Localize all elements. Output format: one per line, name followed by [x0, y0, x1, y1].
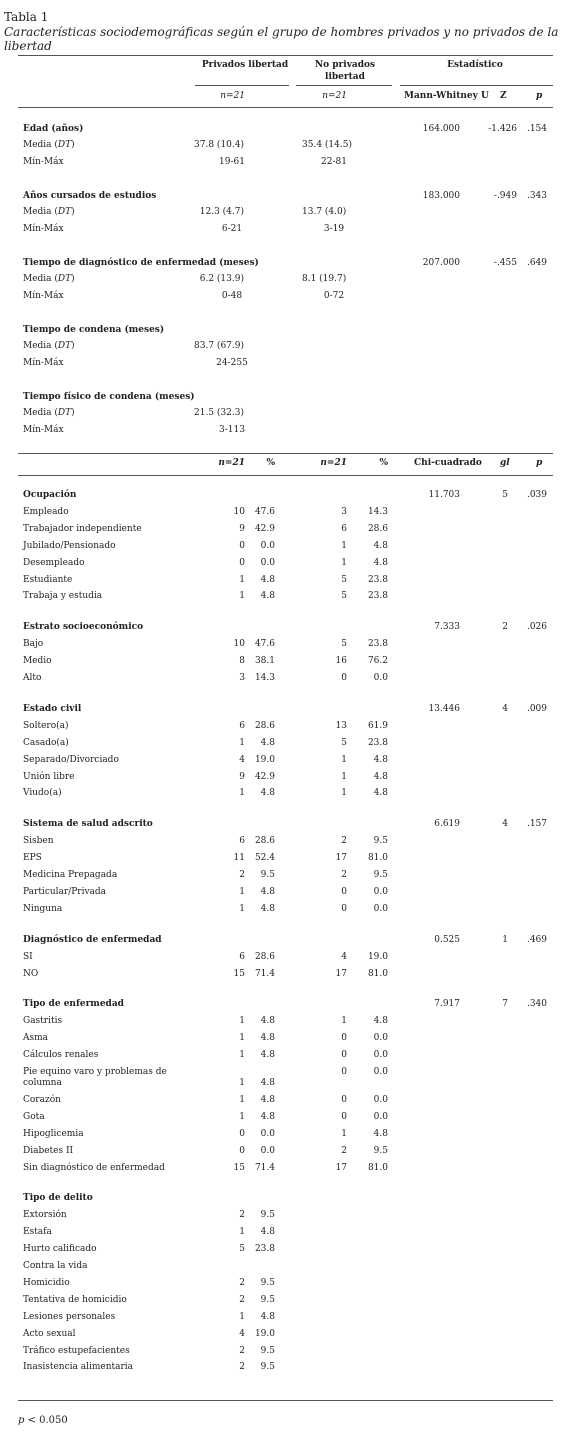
pct-no-privados: 0.0: [373, 886, 388, 897]
rule-estadistico: [400, 85, 553, 86]
pct-privados: 4.8: [260, 1227, 275, 1238]
row-label: Tentativa de homicidio: [23, 1294, 127, 1305]
range-privados: 3-113: [219, 425, 245, 435]
row-label-media: [23, 274, 75, 285]
row-label: Contra la vida: [23, 1261, 88, 1271]
gl-header: gl: [500, 458, 510, 468]
row-label: Empleado: [23, 506, 69, 517]
row-label-minmax: Mín-Máx: [23, 291, 64, 301]
z-header: Z: [500, 91, 507, 101]
pct-privados: 4.8: [260, 886, 275, 897]
pct-privados: 9.5: [260, 870, 275, 880]
row-label: columna: [23, 1078, 62, 1088]
row-label: Medicina Prepagada: [23, 870, 118, 880]
dt-label: DT: [57, 341, 72, 351]
row-label-media: [23, 341, 75, 352]
count-no-privados: 0: [341, 886, 347, 897]
range-privados: 0-48: [221, 291, 243, 301]
pct-privados: 28.6: [254, 836, 275, 847]
row-label: Pie equino varo y problemas de: [23, 1067, 167, 1077]
row-label: Extorsión: [23, 1210, 67, 1221]
count-no-privados: 1: [341, 771, 347, 782]
stat-chi: 6.619: [434, 819, 460, 830]
row-label: EPS: [23, 853, 42, 864]
section2-header-rule: [18, 475, 553, 476]
close-paren: ): [71, 408, 75, 418]
count-privados: 1: [239, 903, 245, 914]
close-paren: ): [71, 140, 75, 150]
pct-privados: 4.8: [260, 1311, 275, 1322]
section-title: Estado civil: [23, 703, 82, 714]
pct-privados: 14.3: [254, 673, 275, 683]
stat-p: .469: [526, 934, 547, 945]
media-label: Media (: [23, 274, 58, 284]
row-label: Particular/Privada: [23, 886, 107, 897]
col-header-privados: Privados libertad: [201, 60, 289, 70]
media-label: Media (: [23, 207, 58, 217]
row-label: Sin diagnóstico de enfermedad: [23, 1162, 165, 1173]
section-title: Sistema de salud adscrito: [23, 819, 153, 830]
col-header-no-privados: No privados: [314, 60, 376, 70]
pct-privados: 4.8: [260, 1033, 275, 1044]
count-no-privados: 13: [335, 720, 347, 731]
pct-privados: 47.6: [254, 639, 275, 650]
row-label: Bajo: [23, 639, 44, 650]
count-no-privados: 17: [335, 853, 347, 864]
pct-privados: 0.0: [260, 557, 275, 568]
close-paren: ): [71, 207, 75, 217]
pct-privados: 9.5: [260, 1345, 275, 1356]
pct-no-privados: 0.0: [373, 673, 388, 683]
row-label: Diabetes II: [23, 1145, 74, 1156]
count-privados: 11: [233, 853, 245, 864]
row-label: Gastritis: [23, 1016, 63, 1027]
row-label: Medio: [23, 656, 52, 667]
pct-privados: 19.0: [254, 1328, 275, 1339]
mean-privados: 37.8 (10.4): [194, 140, 244, 150]
count-no-privados: 5: [341, 737, 347, 748]
close-paren: ): [71, 341, 75, 351]
pct-no-privados: 0.0: [373, 1050, 388, 1061]
pct-no-privados: 28.6: [367, 523, 388, 534]
pct-privados: 4.8: [260, 1094, 275, 1105]
pct-privados: 52.4: [254, 853, 275, 864]
rule-no-privados: [296, 85, 392, 86]
pct-no-privados: 23.8: [367, 639, 388, 650]
row-label: Sisben: [23, 836, 54, 847]
row-label-minmax: Mín-Máx: [23, 157, 64, 167]
stat-gl: 1: [502, 934, 508, 945]
count-privados: 9: [239, 523, 245, 534]
row-label: Gota: [23, 1111, 45, 1122]
dt-label: DT: [57, 207, 72, 217]
pct-no-privados: 61.9: [367, 720, 388, 731]
range-privados: 24-255: [216, 358, 248, 368]
pct-no-privados: 81.0: [367, 1162, 388, 1173]
dt-label: DT: [57, 274, 72, 284]
count-privados: 10: [233, 639, 245, 650]
pct-privados: 9.5: [260, 1362, 275, 1373]
count-no-privados: 1: [341, 1128, 347, 1139]
chi-header: Chi-cuadrado: [414, 458, 482, 468]
section-title: Diagnóstico de enfermedad: [23, 934, 162, 945]
row-label: Separado/Divorciado: [23, 754, 119, 765]
count-privados: 1: [239, 1094, 245, 1105]
count-no-privados: 0: [341, 1033, 347, 1044]
count-privados: 10: [233, 506, 245, 517]
table-label: Tabla 1: [4, 10, 49, 24]
pct-privados: 9.5: [260, 1277, 275, 1288]
row-label: Desempleado: [23, 557, 85, 568]
media-label: Media (: [23, 140, 58, 150]
pct-no-privados: 19.0: [367, 951, 388, 962]
top-rule: [18, 55, 553, 56]
mean-privados: 12.3 (4.7): [199, 207, 244, 217]
n-privados-2: n=21: [218, 458, 245, 468]
mean-privados: 83.7 (67.9): [194, 341, 244, 351]
pct-no-privados: 9.5: [373, 1145, 388, 1156]
mean-no-privados: 35.4 (14.5): [302, 140, 352, 150]
pct-no-privados: 0.0: [373, 1111, 388, 1122]
count-privados: 2: [239, 1277, 245, 1288]
count-no-privados: 4: [341, 951, 347, 962]
count-privados: 0: [239, 1128, 245, 1139]
pct-no-privados-header: %: [379, 458, 388, 468]
count-no-privados: 5: [341, 574, 347, 585]
count-privados: 6: [239, 951, 245, 962]
count-privados: 2: [239, 1345, 245, 1356]
pct-no-privados: 81.0: [367, 968, 388, 979]
pct-privados: 28.6: [254, 951, 275, 962]
row-label: Tráfico estupefacientes: [23, 1345, 130, 1356]
pct-privados: 4.8: [260, 591, 275, 602]
row-label: Soltero(a): [23, 720, 69, 731]
stat-p: .039: [526, 490, 547, 500]
pct-no-privados: 0.0: [373, 1067, 388, 1077]
count-privados: 1: [239, 1311, 245, 1322]
row-label: Corazón: [23, 1094, 61, 1105]
section-title: Edad (años): [23, 124, 84, 134]
pct-no-privados: 0.0: [373, 1033, 388, 1044]
n-privados-text: n=21: [220, 91, 245, 101]
count-no-privados: 2: [341, 870, 347, 880]
count-privados: 1: [239, 886, 245, 897]
count-privados: 8: [239, 656, 245, 667]
row-label-media: [23, 207, 75, 218]
pct-privados: 47.6: [254, 506, 275, 517]
range-no-privados: 3-19: [323, 224, 345, 234]
pct-no-privados: 9.5: [373, 870, 388, 880]
pct-privados: 4.8: [260, 1078, 275, 1088]
stat-gl: 2: [502, 622, 508, 633]
stat-p: .157: [526, 819, 547, 830]
count-no-privados: 1: [341, 557, 347, 568]
pct-no-privados: 4.8: [373, 557, 388, 568]
count-privados: 2: [239, 1362, 245, 1373]
mean-no-privados: 8.1 (19.7): [302, 274, 347, 284]
section-title: Tipo de enfermedad: [23, 999, 124, 1010]
count-no-privados: 0: [341, 1067, 347, 1077]
section-title: Estrato socioeconómico: [23, 622, 144, 633]
pct-no-privados: 76.2: [367, 656, 388, 667]
pct-no-privados: 4.8: [373, 1128, 388, 1139]
count-no-privados: 1: [341, 1016, 347, 1027]
count-privados: 2: [239, 1294, 245, 1305]
pct-privados: 0.0: [260, 1145, 275, 1156]
pct-privados: 71.4: [254, 1162, 275, 1173]
n-no-privados: [292, 91, 347, 102]
bottom-rule: [18, 1400, 553, 1401]
stat-chi: 7.917: [434, 999, 460, 1010]
footnote: [18, 1415, 68, 1426]
count-privados: 1: [239, 1033, 245, 1044]
footnote-p: p: [18, 1415, 25, 1426]
close-paren: ): [71, 274, 75, 284]
count-no-privados: 1: [341, 540, 347, 551]
n-no-privados-text: n=21: [322, 91, 347, 101]
p-header-2: p: [536, 458, 543, 468]
stat-z: -1.426: [488, 124, 517, 134]
row-label: Ninguna: [23, 903, 63, 914]
count-no-privados: 2: [341, 1145, 347, 1156]
dt-label: DT: [57, 408, 72, 418]
count-privados: 4: [239, 754, 245, 765]
pct-privados: 4.8: [260, 737, 275, 748]
row-label: Viudo(a): [23, 788, 62, 799]
stat-chi: 0.525: [434, 934, 460, 945]
count-no-privados: 6: [341, 523, 347, 534]
mean-no-privados: 13.7 (4.0): [302, 207, 347, 217]
pct-privados: 71.4: [254, 968, 275, 979]
row-label: Alto: [23, 673, 42, 683]
pct-no-privados: 23.8: [367, 574, 388, 585]
range-privados: 19-61: [219, 157, 245, 167]
pct-no-privados: 23.8: [367, 737, 388, 748]
pct-privados: 4.8: [260, 1111, 275, 1122]
pct-privados: 4.8: [260, 1016, 275, 1027]
row-label: Casado(a): [23, 737, 69, 748]
row-label: Jubilado/Pensionado: [23, 540, 116, 551]
pct-privados: 4.8: [260, 903, 275, 914]
count-no-privados: 1: [341, 788, 347, 799]
range-no-privados: 0-72: [323, 291, 345, 301]
count-privados: 1: [239, 1078, 245, 1088]
range-privados: 6-21: [221, 224, 243, 234]
pct-no-privados: 14.3: [367, 506, 388, 517]
stat-p: .649: [526, 258, 547, 268]
col-header-no-privados-2: libertad: [325, 72, 365, 82]
section-title: Ocupación: [23, 490, 77, 500]
media-label: Media (: [23, 341, 58, 351]
mean-privados: 6.2 (13.9): [199, 274, 244, 284]
pct-no-privados: 81.0: [367, 853, 388, 864]
section-title: Años cursados de estudios: [23, 191, 157, 201]
count-no-privados: 0: [341, 1094, 347, 1105]
footnote-text: < 0.050: [24, 1415, 68, 1426]
row-label-minmax: Mín-Máx: [23, 224, 64, 234]
pct-no-privados: 0.0: [373, 1094, 388, 1105]
n-privados: [190, 91, 245, 102]
stat-chi: 11.703: [428, 490, 460, 500]
pct-privados: 9.5: [260, 1294, 275, 1305]
count-privados: 0: [239, 557, 245, 568]
row-label: Hurto calificado: [23, 1244, 97, 1255]
stat-u: 183.000: [422, 191, 460, 201]
row-label: Lesiones personales: [23, 1311, 116, 1322]
p-header: p: [536, 91, 543, 101]
pct-privados: 9.5: [260, 1210, 275, 1221]
count-privados: 6: [239, 836, 245, 847]
stat-p: .026: [526, 622, 547, 633]
section-title: Tiempo físico de condena (meses): [23, 392, 195, 402]
stat-p: .154: [526, 124, 547, 134]
row-label: Asma: [23, 1033, 49, 1044]
count-privados: 1: [239, 788, 245, 799]
stat-p: .340: [526, 999, 547, 1010]
stat-chi: 7.333: [434, 622, 460, 633]
stat-p: .343: [526, 191, 547, 201]
row-label-minmax: Mín-Máx: [23, 358, 64, 368]
count-no-privados: 0: [341, 1111, 347, 1122]
stat-z: -.949: [493, 191, 517, 201]
pct-no-privados: 4.8: [373, 540, 388, 551]
count-privados: 15: [233, 1162, 245, 1173]
count-privados: 3: [239, 673, 245, 683]
pct-no-privados: 9.5: [373, 836, 388, 847]
row-label: Estafa: [23, 1227, 52, 1238]
count-privados: 1: [239, 574, 245, 585]
pct-no-privados: 0.0: [373, 903, 388, 914]
pct-no-privados: 4.8: [373, 1016, 388, 1027]
pct-no-privados: 4.8: [373, 771, 388, 782]
pct-privados: 38.1: [254, 656, 275, 667]
row-label: SI: [23, 951, 33, 962]
pct-no-privados: 4.8: [373, 788, 388, 799]
stat-z: -.455: [493, 258, 517, 268]
section-title: Tiempo de condena (meses): [23, 325, 165, 335]
pct-no-privados: 23.8: [367, 591, 388, 602]
stat-gl: 7: [502, 999, 508, 1010]
pct-privados: 4.8: [260, 788, 275, 799]
count-no-privados: 0: [341, 1050, 347, 1061]
section-title: Tiempo de diagnóstico de enfermedad (meses): [23, 258, 259, 268]
count-no-privados: 17: [335, 968, 347, 979]
row-label: Estudiante: [23, 574, 73, 585]
count-privados: 0: [239, 540, 245, 551]
pct-privados: 4.8: [260, 574, 275, 585]
count-privados: 1: [239, 737, 245, 748]
table-title: Características sociodemográficas según el grupo de hombres privados y no privados de la libertad: [4, 25, 559, 53]
n-no-privados-2: n=21: [320, 458, 347, 468]
count-privados: 1: [239, 1016, 245, 1027]
rule-privados: [195, 85, 289, 86]
stat-gl: 5: [502, 490, 508, 500]
count-privados: 9: [239, 771, 245, 782]
count-privados: 4: [239, 1328, 245, 1339]
section-title: Tipo de delito: [23, 1193, 93, 1204]
stat-gl: 4: [502, 703, 508, 714]
stat-u: 164.000: [422, 124, 460, 134]
count-privados: 0: [239, 1145, 245, 1156]
count-no-privados: 3: [341, 506, 347, 517]
row-label: Acto sexual: [23, 1328, 76, 1339]
section2-top-rule: [18, 453, 553, 454]
count-privados: 1: [239, 1050, 245, 1061]
pct-privados: 0.0: [260, 1128, 275, 1139]
count-privados: 15: [233, 968, 245, 979]
row-label: NO: [23, 968, 39, 979]
count-no-privados: 17: [335, 1162, 347, 1173]
row-label: Homicidio: [23, 1277, 70, 1288]
row-label: Unión libre: [23, 771, 75, 782]
pct-privados: 28.6: [254, 720, 275, 731]
dt-label: DT: [57, 140, 72, 150]
count-privados: 5: [239, 1244, 245, 1255]
pct-privados-header: %: [266, 458, 275, 468]
pct-privados: 0.0: [260, 540, 275, 551]
count-no-privados: 5: [341, 639, 347, 650]
pct-privados: 42.9: [254, 523, 275, 534]
row-label: Trabajador independiente: [23, 523, 142, 534]
range-no-privados: 22-81: [321, 157, 347, 167]
pct-privados: 19.0: [254, 754, 275, 765]
count-privados: 1: [239, 591, 245, 602]
count-no-privados: 2: [341, 836, 347, 847]
stat-gl: 4: [502, 819, 508, 830]
header-rule: [18, 107, 553, 108]
row-label-minmax: Mín-Máx: [23, 425, 64, 435]
row-label: Cálculos renales: [23, 1050, 99, 1061]
stat-p: .009: [526, 703, 547, 714]
count-privados: 2: [239, 870, 245, 880]
row-label-media: [23, 408, 75, 419]
pct-privados: 42.9: [254, 771, 275, 782]
count-no-privados: 1: [341, 754, 347, 765]
count-privados: 6: [239, 720, 245, 731]
row-label: Inasistencia alimentaria: [23, 1362, 134, 1373]
pct-privados: 23.8: [254, 1244, 275, 1255]
count-privados: 1: [239, 1227, 245, 1238]
media-label: Media (: [23, 408, 58, 418]
row-label-media: [23, 140, 75, 151]
mann-whitney-header: Mann-Whitney U: [404, 91, 489, 101]
count-privados: 2: [239, 1210, 245, 1221]
pct-privados: 4.8: [260, 1050, 275, 1061]
stat-u: 207.000: [422, 258, 460, 268]
count-no-privados: 0: [341, 903, 347, 914]
row-label: Trabaja y estudia: [23, 591, 103, 602]
count-privados: 1: [239, 1111, 245, 1122]
pct-no-privados: 4.8: [373, 754, 388, 765]
mean-privados: 21.5 (32.3): [194, 408, 244, 418]
stat-chi: 13.446: [428, 703, 460, 714]
col-header-estadistico: Estadístico: [447, 60, 503, 70]
count-no-privados: 16: [335, 656, 347, 667]
row-label: Hipoglicemia: [23, 1128, 84, 1139]
count-no-privados: 0: [341, 673, 347, 683]
count-no-privados: 5: [341, 591, 347, 602]
